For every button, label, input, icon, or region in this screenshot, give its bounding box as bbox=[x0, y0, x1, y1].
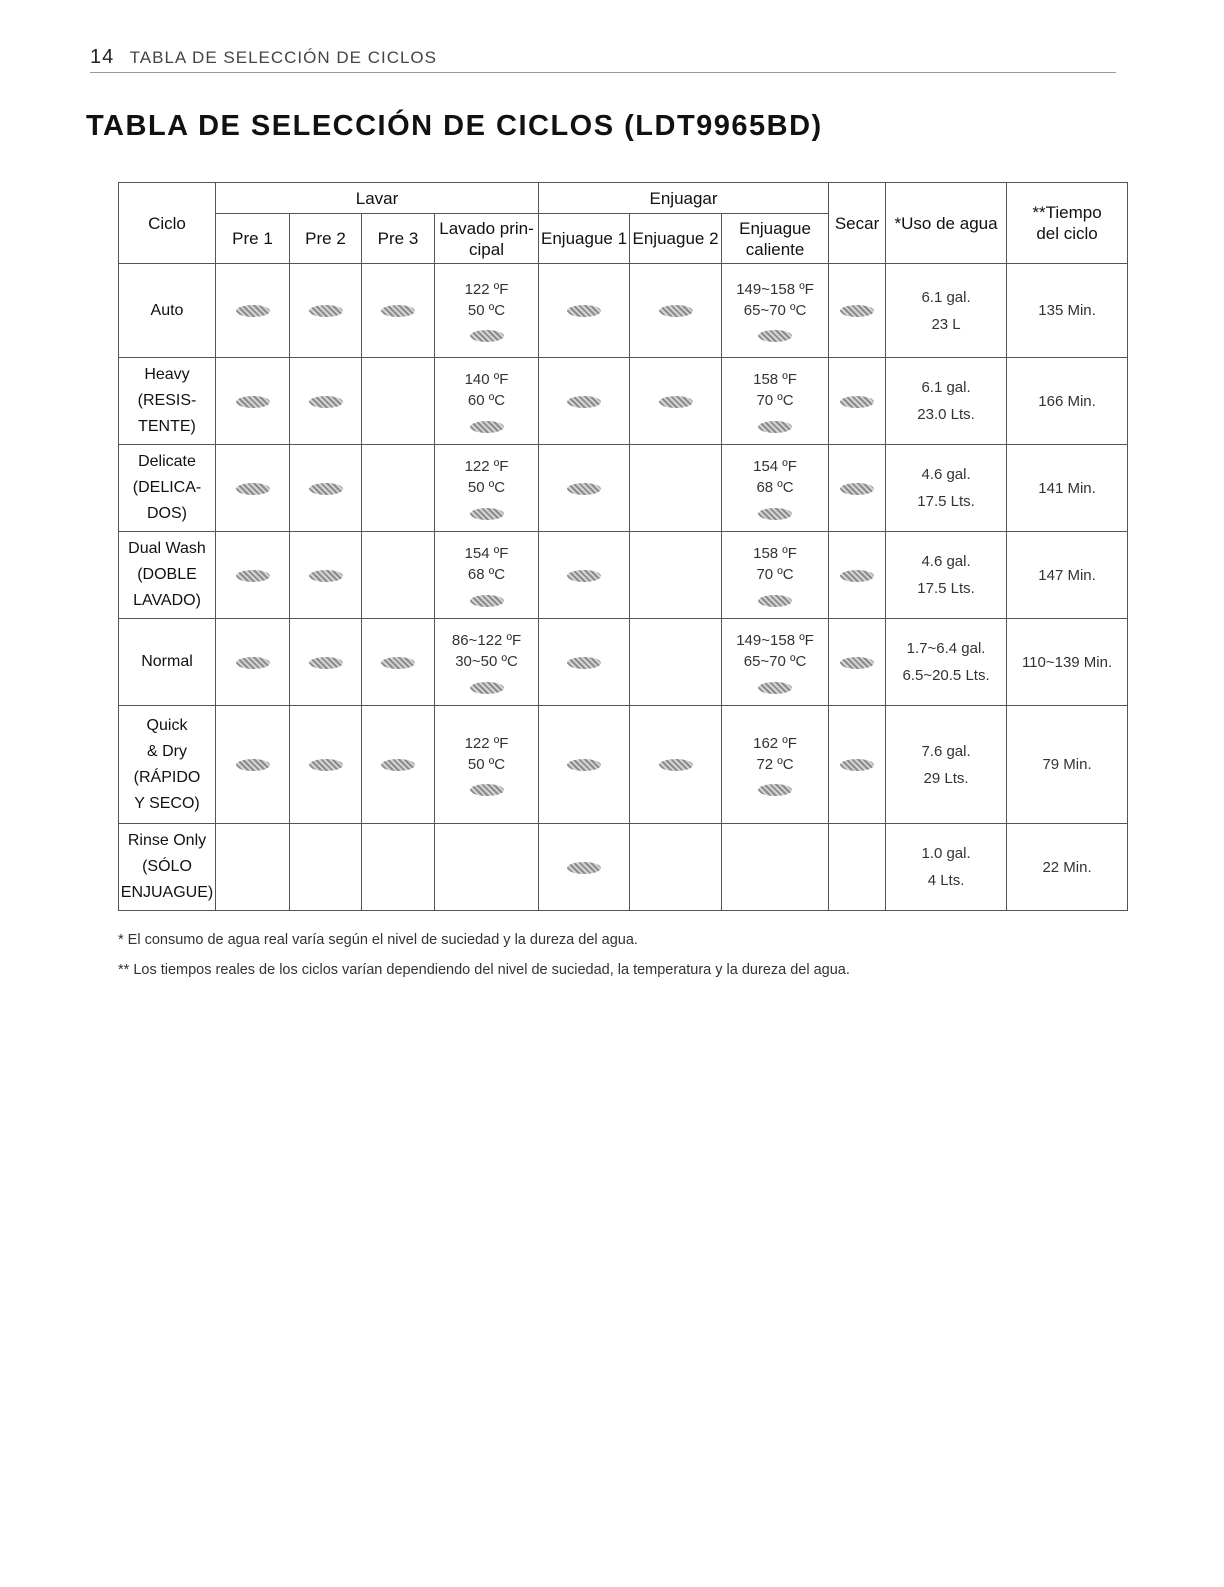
cycle-name bbox=[119, 445, 216, 532]
cell-pre3 bbox=[362, 445, 435, 532]
cell-lavado-principal bbox=[435, 264, 539, 358]
cycle-indicator-icon bbox=[567, 862, 601, 874]
cycle-indicator-icon bbox=[758, 421, 792, 433]
cell-lavado-principal-temp: 60 ºC bbox=[467, 392, 506, 410]
table-row bbox=[119, 358, 1128, 445]
cycle-name bbox=[119, 264, 216, 358]
header-pre1: Pre 1 bbox=[216, 214, 290, 264]
cycle-indicator-icon bbox=[840, 483, 874, 495]
cycle-name bbox=[119, 619, 216, 706]
cell-lavado-principal-temp: 50 ºC bbox=[467, 479, 506, 497]
cell-enjuague-caliente-temp: 70 ºC bbox=[756, 392, 794, 410]
cell-pre2 bbox=[290, 358, 362, 445]
cell-lavado-principal-temp: 140 ºF bbox=[464, 371, 509, 389]
header-enjuague-caliente: Enjuague caliente bbox=[722, 214, 829, 264]
cycle-indicator-icon bbox=[381, 759, 415, 771]
cycle-name-line: TENTE) bbox=[138, 418, 196, 435]
cell-pre3 bbox=[362, 824, 435, 911]
cycle-name-line: Heavy bbox=[144, 366, 190, 383]
cell-enjuague-caliente bbox=[722, 264, 829, 358]
cell-tiempo: 110~139 Min. bbox=[1007, 619, 1128, 706]
cycle-indicator-icon bbox=[567, 570, 601, 582]
cycle-indicator-icon bbox=[236, 305, 270, 317]
water-value: 6.1 gal. bbox=[921, 379, 971, 396]
cycle-indicator-icon bbox=[840, 657, 874, 669]
cycle-indicator-icon bbox=[567, 396, 601, 408]
cell-tiempo: 166 Min. bbox=[1007, 358, 1128, 445]
cell-pre1 bbox=[216, 358, 290, 445]
cell-lavado-principal-indicator bbox=[435, 411, 538, 432]
cell-pre3 bbox=[362, 264, 435, 358]
water-value: 6.5~20.5 Lts. bbox=[902, 667, 990, 684]
cycle-indicator-icon bbox=[567, 305, 601, 317]
cell-enjuague2 bbox=[630, 706, 722, 824]
cycle-indicator-icon bbox=[840, 759, 874, 771]
cell-pre1 bbox=[216, 445, 290, 532]
cell-tiempo: 22 Min. bbox=[1007, 824, 1128, 911]
cycle-name-line: Rinse Only bbox=[127, 832, 207, 849]
cell-pre1 bbox=[216, 532, 290, 619]
cell-uso-agua bbox=[886, 532, 1007, 619]
table-row bbox=[119, 445, 1128, 532]
cycle-name-line: Normal bbox=[141, 653, 193, 670]
water-value: 23.0 Lts. bbox=[917, 406, 975, 423]
cell-uso-agua bbox=[886, 619, 1007, 706]
cell-secar bbox=[829, 264, 886, 358]
cell-lavado-principal bbox=[435, 445, 539, 532]
header-enjuague2: Enjuague 2 bbox=[630, 214, 722, 264]
table-row bbox=[119, 264, 1128, 358]
header-enjuagar: Enjuagar bbox=[539, 183, 829, 214]
cell-lavado-principal-temp: 86~122 ºF bbox=[451, 632, 522, 650]
cycle-indicator-icon bbox=[236, 657, 270, 669]
header-uso-agua: *Uso de agua bbox=[886, 183, 1007, 264]
cell-enjuague-caliente bbox=[722, 358, 829, 445]
cycle-indicator-icon bbox=[840, 305, 874, 317]
cell-lavado-principal-temp: 30~50 ºC bbox=[455, 653, 518, 671]
cycle-indicator-icon bbox=[659, 396, 693, 408]
cell-pre3 bbox=[362, 619, 435, 706]
cycle-name bbox=[119, 706, 216, 824]
cell-enjuague1 bbox=[539, 824, 630, 911]
cell-enjuague1 bbox=[539, 445, 630, 532]
cell-enjuague2 bbox=[630, 824, 722, 911]
cycle-selection-table bbox=[118, 182, 1128, 911]
water-value: 4 Lts. bbox=[927, 872, 965, 889]
cell-enjuague2 bbox=[630, 619, 722, 706]
cell-enjuague1 bbox=[539, 264, 630, 358]
cycle-indicator-icon bbox=[470, 784, 504, 796]
header-secar: Secar bbox=[829, 183, 886, 264]
cycle-name-line: Y SECO) bbox=[134, 794, 200, 812]
cycle-name-line: & Dry bbox=[147, 742, 187, 760]
cell-pre3 bbox=[362, 358, 435, 445]
cycle-indicator-icon bbox=[470, 508, 504, 520]
table-row bbox=[119, 824, 1128, 911]
cell-enjuague-caliente-temp: 65~70 ºC bbox=[743, 301, 807, 319]
cycle-name bbox=[119, 824, 216, 911]
table-row bbox=[119, 619, 1128, 706]
cycle-indicator-icon bbox=[840, 570, 874, 582]
cycle-indicator-icon bbox=[659, 759, 693, 771]
cycle-indicator-icon bbox=[309, 759, 343, 771]
cell-enjuague-caliente-indicator bbox=[722, 321, 828, 342]
cell-enjuague-caliente-indicator bbox=[722, 672, 828, 693]
cycle-indicator-icon bbox=[381, 305, 415, 317]
water-value: 6.1 gal. bbox=[921, 288, 971, 306]
cell-lavado-principal-indicator bbox=[435, 585, 538, 606]
cell-tiempo: 79 Min. bbox=[1007, 706, 1128, 824]
cell-pre2 bbox=[290, 264, 362, 358]
water-value: 4.6 gal. bbox=[921, 553, 971, 570]
cycle-indicator-icon bbox=[381, 657, 415, 669]
cycle-indicator-icon bbox=[309, 657, 343, 669]
cell-enjuague-caliente-temp: 149~158 ºF bbox=[736, 632, 814, 650]
water-value: 29 Lts. bbox=[923, 769, 969, 787]
cell-uso-agua bbox=[886, 264, 1007, 358]
cell-uso-agua bbox=[886, 824, 1007, 911]
table-row bbox=[119, 706, 1128, 824]
cycle-indicator-icon bbox=[309, 305, 343, 317]
cell-pre2 bbox=[290, 532, 362, 619]
cell-enjuague-caliente bbox=[722, 532, 829, 619]
cell-enjuague-caliente-temp: 65~70 ºC bbox=[743, 653, 807, 671]
cycle-indicator-icon bbox=[309, 396, 343, 408]
cell-enjuague2 bbox=[630, 445, 722, 532]
cycle-name-line: (RESIS- bbox=[137, 392, 197, 409]
footnote-water: * El consumo de agua real varía según el nivel de suciedad y la dureza del agua. bbox=[118, 932, 638, 948]
water-value: 23 L bbox=[931, 315, 961, 333]
cycle-indicator-icon bbox=[758, 784, 792, 796]
cell-enjuague1 bbox=[539, 532, 630, 619]
cell-enjuague-caliente-indicator bbox=[722, 775, 828, 796]
cell-secar bbox=[829, 445, 886, 532]
cell-uso-agua bbox=[886, 706, 1007, 824]
water-value: 1.7~6.4 gal. bbox=[906, 640, 986, 657]
footnotes bbox=[118, 932, 850, 992]
cycle-indicator-icon bbox=[470, 682, 504, 694]
cycle-indicator-icon bbox=[840, 396, 874, 408]
cell-enjuague-caliente-temp: 158 ºF bbox=[753, 545, 797, 563]
cell-secar bbox=[829, 824, 886, 911]
cycle-indicator-icon bbox=[309, 483, 343, 495]
cell-enjuague1 bbox=[539, 619, 630, 706]
header-lavado-principal: Lavado prin-cipal bbox=[435, 214, 539, 264]
cycle-name-line: (SÓLO bbox=[142, 858, 192, 875]
cycle-indicator-icon bbox=[567, 657, 601, 669]
cell-lavado-principal bbox=[435, 358, 539, 445]
cycle-name-line: (DELICA- bbox=[132, 479, 202, 496]
cell-lavado-principal-temp: 122 ºF bbox=[464, 458, 509, 476]
cell-lavado-principal-temp: 68 ºC bbox=[467, 566, 506, 584]
cell-lavado-principal bbox=[435, 532, 539, 619]
cycle-indicator-icon bbox=[567, 483, 601, 495]
cell-enjuague1 bbox=[539, 358, 630, 445]
cell-pre1 bbox=[216, 824, 290, 911]
cycle-indicator-icon bbox=[470, 330, 504, 342]
cell-lavado-principal-indicator bbox=[435, 775, 538, 796]
cell-lavado-principal bbox=[435, 706, 539, 824]
cell-pre3 bbox=[362, 532, 435, 619]
cell-lavado-principal bbox=[435, 824, 539, 911]
cell-lavado-principal-indicator bbox=[435, 672, 538, 693]
cycle-name-line: Quick bbox=[146, 716, 188, 734]
header-lavar: Lavar bbox=[216, 183, 539, 214]
cell-enjuague-caliente-temp: 149~158 ºF bbox=[736, 280, 814, 298]
cycle-indicator-icon bbox=[236, 483, 270, 495]
cell-enjuague-caliente-temp: 72 ºC bbox=[756, 755, 794, 773]
cell-enjuague-caliente-temp: 162 ºF bbox=[753, 734, 797, 752]
header-enjuague1: Enjuague 1 bbox=[539, 214, 630, 264]
cell-tiempo: 147 Min. bbox=[1007, 532, 1128, 619]
cycle-indicator-icon bbox=[470, 421, 504, 433]
water-value: 4.6 gal. bbox=[921, 466, 971, 483]
cell-lavado-principal-indicator bbox=[435, 321, 538, 342]
cell-enjuague2 bbox=[630, 264, 722, 358]
cell-enjuague-caliente bbox=[722, 445, 829, 532]
cell-secar bbox=[829, 706, 886, 824]
cell-secar bbox=[829, 619, 886, 706]
cell-uso-agua bbox=[886, 358, 1007, 445]
cell-pre1 bbox=[216, 619, 290, 706]
cell-pre2 bbox=[290, 824, 362, 911]
cell-enjuague-caliente-temp: 68 ºC bbox=[756, 479, 794, 497]
cell-tiempo: 135 Min. bbox=[1007, 264, 1128, 358]
cell-lavado-principal-indicator bbox=[435, 498, 538, 519]
header-ciclo: Ciclo bbox=[119, 183, 216, 264]
cycle-name-line: (RÁPIDO bbox=[133, 768, 201, 786]
cell-secar bbox=[829, 532, 886, 619]
cell-enjuague-caliente-temp: 154 ºF bbox=[753, 458, 797, 476]
page-header bbox=[90, 46, 1116, 73]
cell-pre2 bbox=[290, 619, 362, 706]
cell-uso-agua bbox=[886, 445, 1007, 532]
water-value: 17.5 Lts. bbox=[917, 580, 975, 597]
cycle-indicator-icon bbox=[758, 682, 792, 694]
cycle-indicator-icon bbox=[758, 508, 792, 520]
water-value: 7.6 gal. bbox=[921, 742, 971, 760]
header-pre3: Pre 3 bbox=[362, 214, 435, 264]
cycle-name-line: Dual Wash bbox=[128, 540, 206, 557]
cycle-indicator-icon bbox=[758, 595, 792, 607]
header-tiempo-ciclo: **Tiempo del ciclo bbox=[1007, 183, 1128, 264]
table-row bbox=[119, 532, 1128, 619]
cell-lavado-principal-temp: 122 ºF bbox=[464, 280, 509, 298]
water-value: 1.0 gal. bbox=[921, 845, 971, 862]
page-number: 14 bbox=[90, 46, 115, 68]
header-section-title: TABLA DE SELECCIÓN DE CICLOS bbox=[129, 48, 437, 67]
cell-enjuague2 bbox=[630, 358, 722, 445]
cycle-indicator-icon bbox=[236, 396, 270, 408]
cell-tiempo: 141 Min. bbox=[1007, 445, 1128, 532]
cell-secar bbox=[829, 358, 886, 445]
cell-pre2 bbox=[290, 445, 362, 532]
footnote-time: ** Los tiempos reales de los ciclos varían dependiendo del nivel de suciedad, la temperatura y la dureza del agua. bbox=[118, 962, 850, 978]
cell-enjuague-caliente-indicator bbox=[722, 585, 828, 606]
cycle-indicator-icon bbox=[567, 759, 601, 771]
cycle-name bbox=[119, 532, 216, 619]
cycle-name-line: ENJUAGUE) bbox=[120, 884, 214, 901]
cell-lavado-principal-temp: 50 ºC bbox=[467, 755, 506, 773]
cycle-name-line: LAVADO) bbox=[133, 592, 201, 609]
cell-pre3 bbox=[362, 706, 435, 824]
water-value: 17.5 Lts. bbox=[917, 493, 975, 510]
cycle-name-line: Delicate bbox=[138, 453, 196, 470]
cell-enjuague-caliente-temp: 158 ºF bbox=[753, 371, 797, 389]
cycle-name-line: (DOBLE bbox=[137, 566, 197, 583]
cell-enjuague-caliente bbox=[722, 619, 829, 706]
page-title: TABLA DE SELECCIÓN DE CICLOS (LDT9965BD) bbox=[86, 110, 823, 142]
cycle-name-line: DOS) bbox=[147, 505, 187, 522]
cell-enjuague-caliente-temp: 70 ºC bbox=[756, 566, 794, 584]
cycle-indicator-icon bbox=[236, 759, 270, 771]
cell-enjuague2 bbox=[630, 532, 722, 619]
cycle-name-line: Auto bbox=[150, 301, 184, 319]
cell-lavado-principal-temp: 50 ºC bbox=[467, 301, 506, 319]
cell-lavado-principal bbox=[435, 619, 539, 706]
cell-pre1 bbox=[216, 706, 290, 824]
cycle-indicator-icon bbox=[309, 570, 343, 582]
cell-enjuague1 bbox=[539, 706, 630, 824]
header-pre2: Pre 2 bbox=[290, 214, 362, 264]
cell-enjuague-caliente bbox=[722, 706, 829, 824]
cell-enjuague-caliente bbox=[722, 824, 829, 911]
cell-lavado-principal-temp: 154 ºF bbox=[464, 545, 509, 563]
cell-pre1 bbox=[216, 264, 290, 358]
cycle-indicator-icon bbox=[470, 595, 504, 607]
cycle-indicator-icon bbox=[659, 305, 693, 317]
cycle-name bbox=[119, 358, 216, 445]
cell-enjuague-caliente-indicator bbox=[722, 498, 828, 519]
cycle-indicator-icon bbox=[758, 330, 792, 342]
cell-lavado-principal-temp: 122 ºF bbox=[464, 734, 509, 752]
cell-enjuague-caliente-indicator bbox=[722, 411, 828, 432]
cycle-indicator-icon bbox=[236, 570, 270, 582]
cell-pre2 bbox=[290, 706, 362, 824]
